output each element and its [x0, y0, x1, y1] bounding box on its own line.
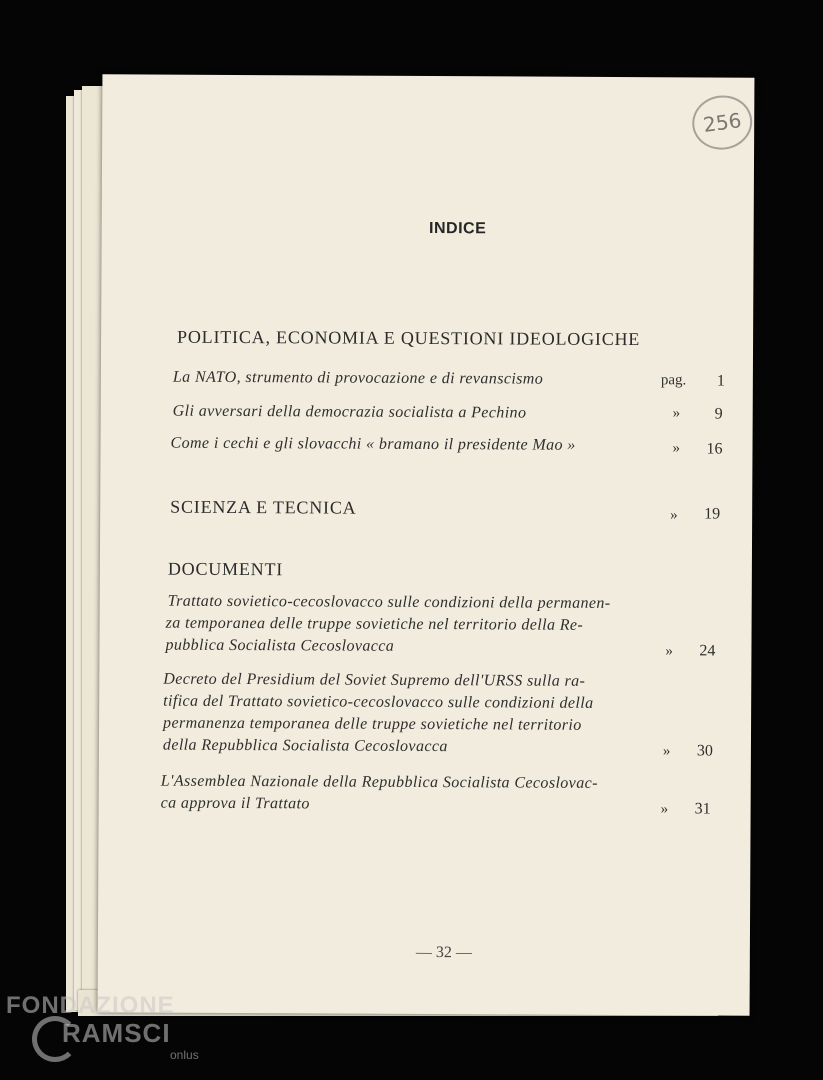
page-footer-number: — 32 —	[415, 943, 472, 962]
watermark-line2: RAMSCI	[62, 1018, 171, 1048]
section-heading: POLITICA, ECONOMIA E QUESTIONI IDEOLOGICHE	[177, 326, 641, 350]
page-title: INDICE	[428, 220, 487, 238]
page-number: 19	[704, 505, 721, 523]
watermark-logo	[6, 992, 206, 1080]
toc-entry: Come i cechi e gli slovacchi « bramano il presidente Mao »	[170, 434, 576, 454]
page-marker: »	[672, 405, 681, 422]
toc-entry-line: za temporanea delle truppe sovietiche nel territorio della Re-	[165, 614, 584, 634]
watermark-line3: onlus	[170, 1048, 199, 1062]
watermark-line1: FONDAZIONE	[6, 992, 175, 1019]
toc-entry-line: ca approva il Trattato	[160, 794, 310, 813]
toc-entry-line: L'Assemblea Nazionale della Repubblica Socialista Cecoslovac-	[160, 772, 598, 792]
toc-entry-line: pubblica Socialista Cecoslovacca	[165, 636, 395, 655]
toc-entry-line: della Repubblica Socialista Cecoslovacca	[162, 736, 448, 756]
section-heading: SCIENZA E TECNICA	[170, 496, 357, 518]
page-marker: »	[672, 440, 681, 457]
archive-number-stamp: 256	[689, 92, 756, 154]
toc-entry: Gli avversari della democrazia socialista a Pechino	[172, 402, 527, 422]
toc-entry: La NATO, strumento di provocazione e di revanscismo	[172, 368, 544, 388]
page-number: 30	[696, 742, 713, 760]
page-marker: »	[670, 507, 678, 524]
page-number: 24	[699, 642, 716, 660]
page-marker: pag.	[660, 372, 687, 389]
page-marker: »	[662, 743, 671, 760]
page-number: 1	[716, 372, 725, 390]
page-number: 16	[706, 440, 723, 458]
page-marker: »	[665, 643, 673, 660]
section-heading: DOCUMENTI	[167, 558, 284, 580]
document-page	[98, 74, 755, 1015]
page-number: 31	[694, 800, 711, 818]
toc-entry-line: permanenza temporanea delle truppe sovietiche nel territorio	[163, 714, 582, 734]
page-marker: »	[660, 801, 669, 818]
toc-entry-line: Decreto del Presidium del Soviet Supremo dell'URSS sulla ra-	[163, 670, 586, 690]
toc-entry-line: tifica del Trattato sovietico-cecoslovacco sulle condizioni della	[163, 692, 594, 712]
page-number: 9	[714, 405, 723, 423]
toc-entry-line: Trattato sovietico-cecoslovacco sulle condizioni della permanen-	[167, 592, 611, 612]
